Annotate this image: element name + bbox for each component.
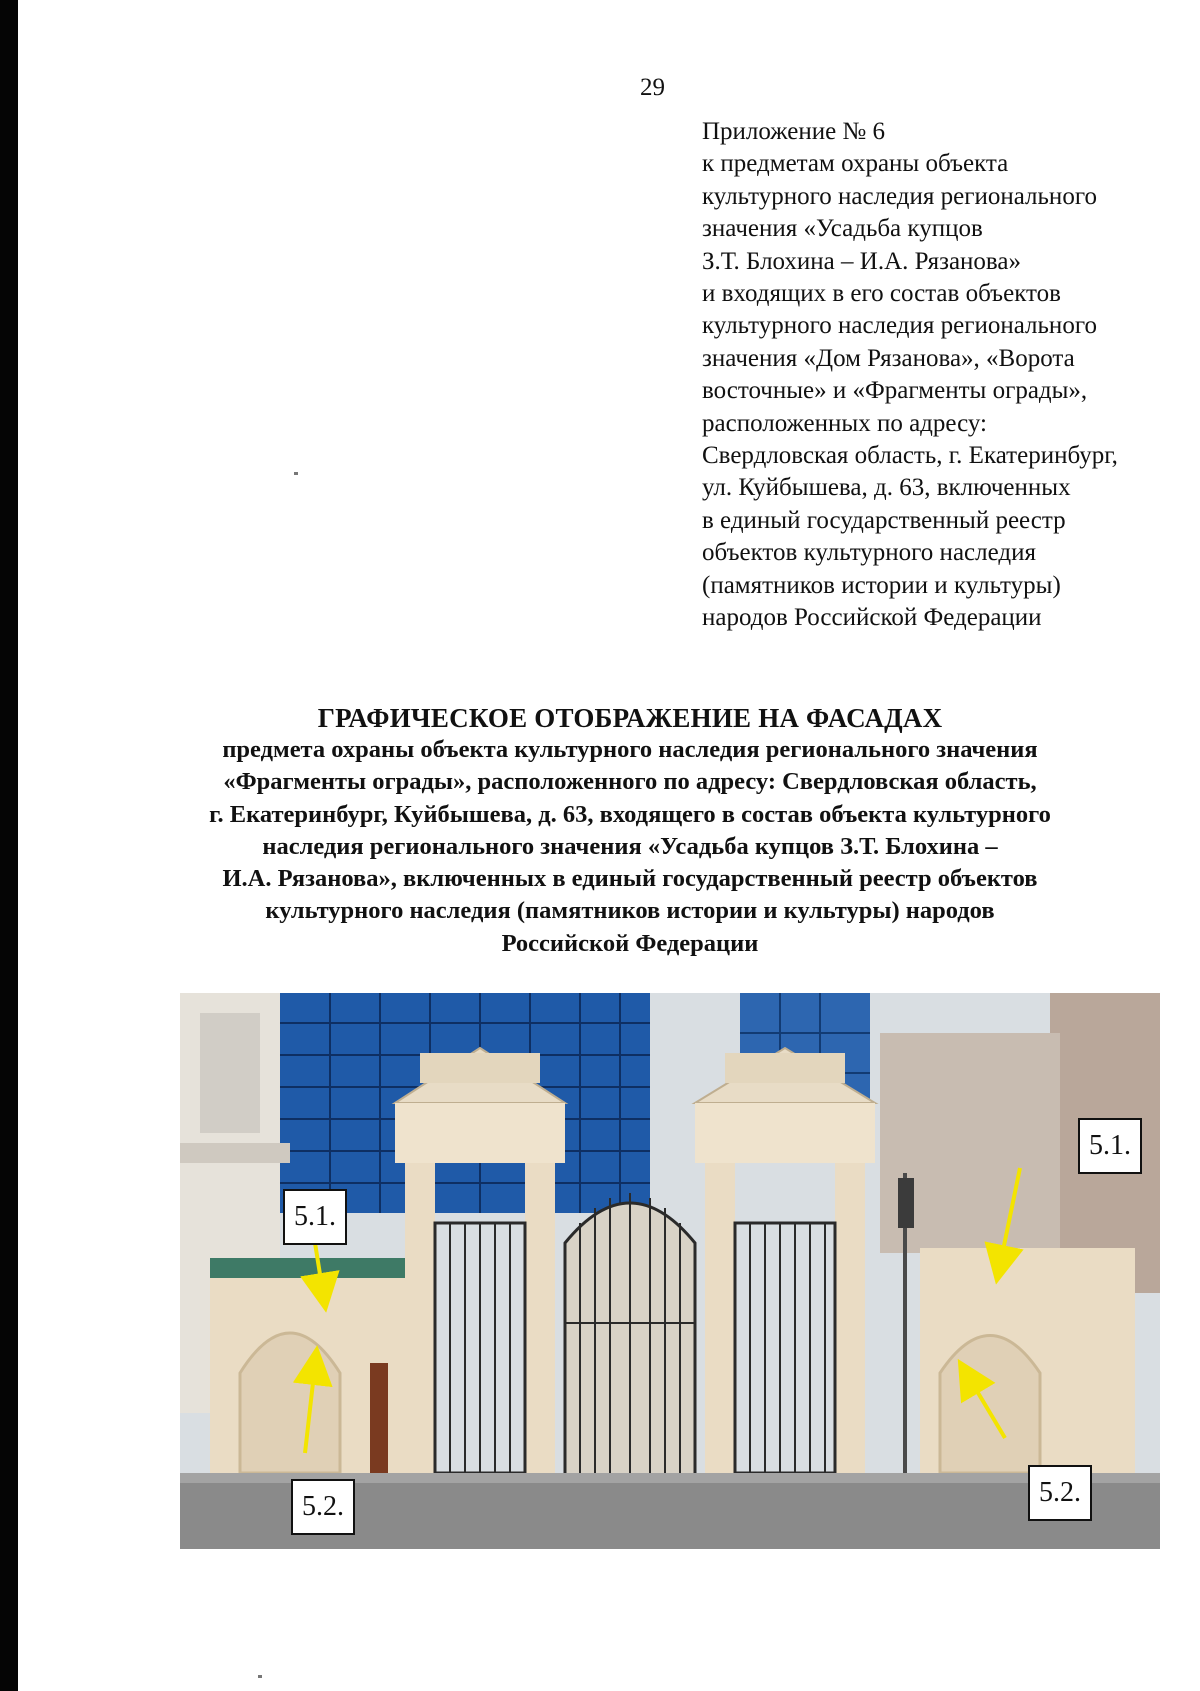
white-building-cornice	[180, 1143, 290, 1163]
appendix-line: культурного наследия регионального	[702, 312, 1097, 340]
document-heading	[180, 702, 1080, 960]
heading-line: г. Екатеринбург, Куйбышева, д. 63, входящего в состав объекта культурного	[209, 800, 1051, 828]
pavilion-left-column	[525, 1163, 555, 1473]
appendix-line: ул. Куйбышева, д. 63, включенных	[702, 474, 1071, 502]
callout-5-2-right: 5.2.	[1028, 1465, 1092, 1521]
heading-line: предмета охраны объекта культурного наследия регионального значения	[222, 736, 1038, 763]
appendix-line: в единый государственный реестр	[702, 506, 1066, 534]
callout-5-1-right: 5.1.	[1078, 1118, 1142, 1174]
pavilion-right-cupola	[725, 1053, 845, 1083]
heading-line: Российской Федерации	[501, 929, 759, 957]
appendix-line: к предметам охраны объекта	[702, 150, 1009, 178]
heading-line: наследия регионального значения «Усадьба купцов З.Т. Блохина –	[262, 832, 998, 860]
heading-line: «Фрагменты ограды», расположенного по адресу: Свердловская область,	[223, 768, 1037, 796]
appendix-line: объектов культурного наследия	[702, 539, 1036, 567]
appendix-line: расположенных по адресу:	[702, 409, 987, 437]
appendix-line: (памятников истории и культуры)	[702, 571, 1061, 599]
heading-title: ГРАФИЧЕСКОЕ ОТОБРАЖЕНИЕ НА ФАСАДАХ	[317, 703, 943, 733]
facade-photo	[180, 993, 1160, 1549]
facade-illustration	[180, 993, 1160, 1549]
appendix-line: Приложение № 6	[702, 118, 886, 145]
page-number: 29	[640, 74, 665, 101]
white-building-window	[200, 1013, 260, 1133]
pavilion-right-column	[705, 1163, 735, 1473]
appendix-line: народов Российской Федерации	[702, 604, 1042, 632]
appendix-note	[702, 116, 1172, 635]
niche-left	[240, 1333, 340, 1473]
appendix-line: З.Т. Блохина – И.А. Рязанова»	[702, 247, 1022, 275]
pavilion-right-entablature	[695, 1103, 875, 1163]
scan-speck	[258, 1675, 262, 1678]
pavilion-right-column	[835, 1163, 865, 1473]
callout-5-2-left: 5.2.	[291, 1479, 355, 1535]
appendix-line: культурного наследия регионального	[702, 182, 1097, 210]
niche-right	[940, 1336, 1040, 1474]
pavilion-left-entablature	[395, 1103, 565, 1163]
wall-roof-left	[210, 1258, 410, 1278]
pavilion-left-cupola	[420, 1053, 540, 1083]
info-stand	[370, 1363, 388, 1473]
heading-line: И.А. Рязанова», включенных в единый государственный реестр объектов	[222, 865, 1038, 893]
appendix-line: и входящих в его состав объектов	[702, 280, 1061, 308]
appendix-line: значения «Дом Рязанова», «Ворота	[702, 344, 1075, 372]
pavilion-left-column	[405, 1163, 435, 1473]
road-sign	[898, 1178, 914, 1228]
appendix-line: Свердловская область, г. Екатеринбург,	[702, 442, 1118, 470]
heading-line: культурного наследия (памятников истории и культуры) народов	[265, 897, 995, 925]
scan-speck	[294, 472, 298, 475]
appendix-line: восточные» и «Фрагменты ограды»,	[702, 377, 1088, 405]
callout-5-1-left: 5.1.	[283, 1189, 347, 1245]
appendix-line: значения «Усадьба купцов	[702, 215, 983, 243]
scan-edge	[0, 0, 18, 1691]
